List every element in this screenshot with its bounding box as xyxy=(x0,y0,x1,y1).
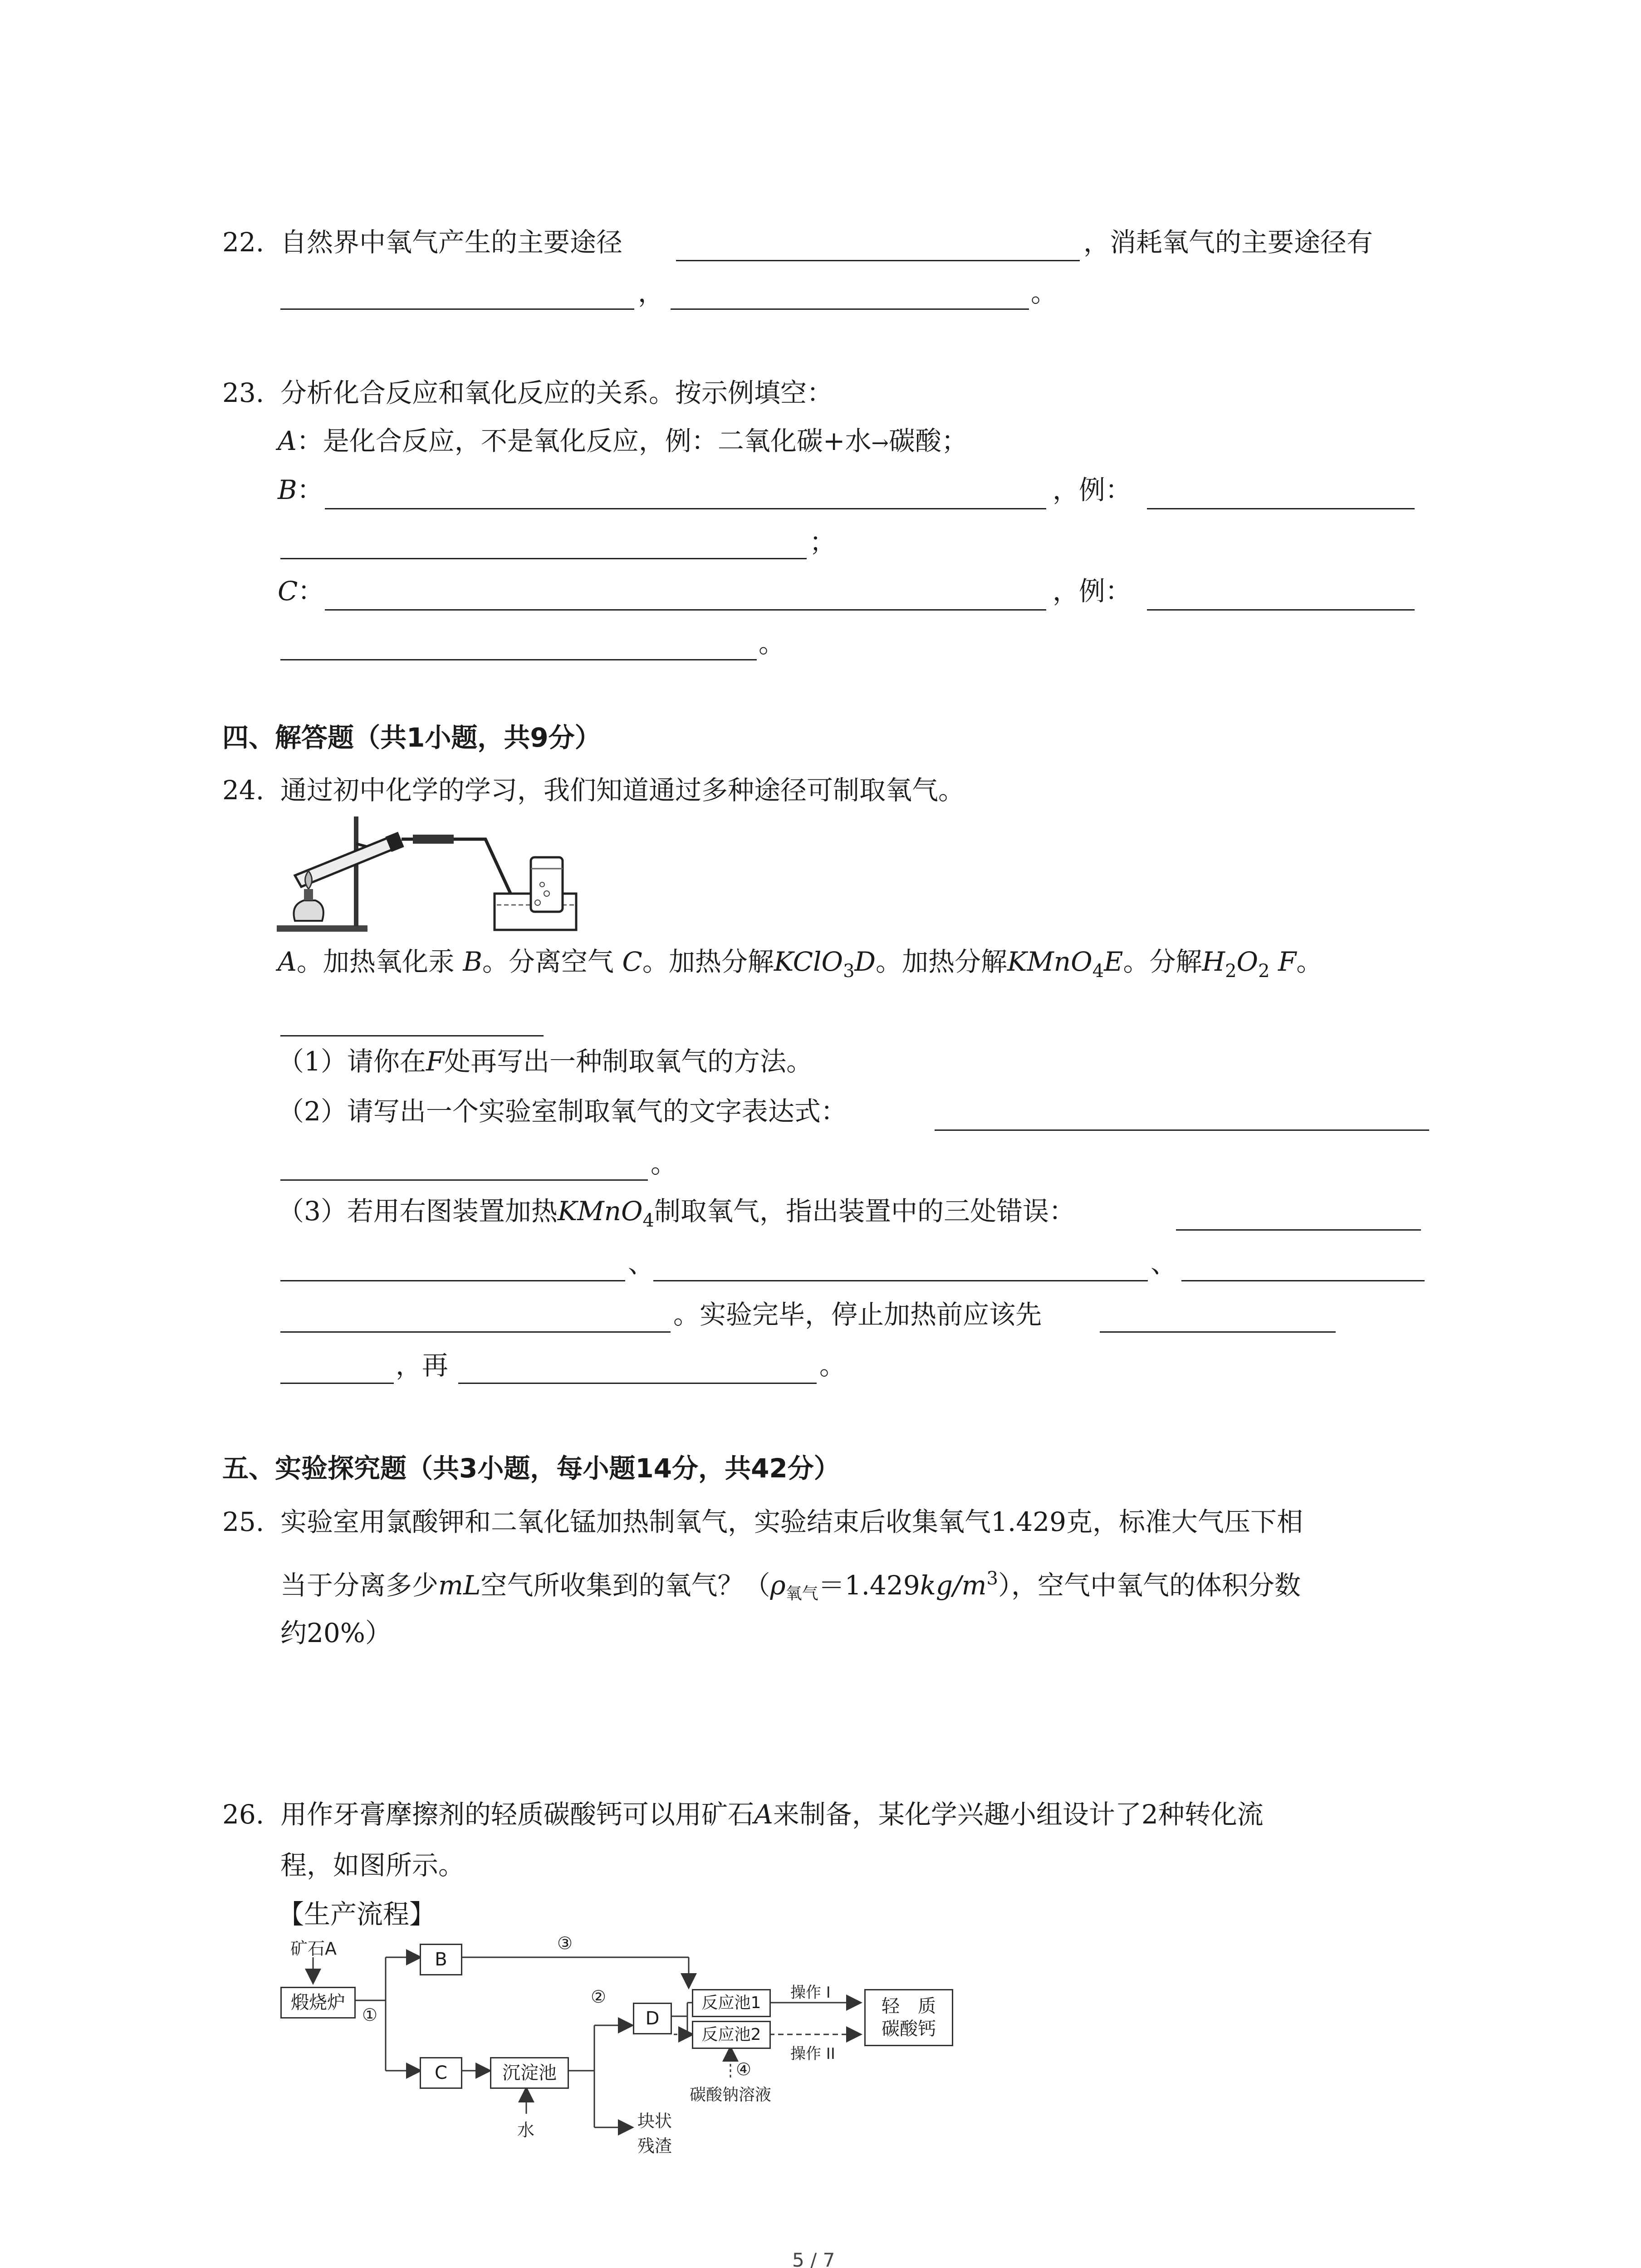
q24-sub3-then: ，再 xyxy=(396,1350,449,1381)
q23-c-blank-2[interactable] xyxy=(1147,609,1415,611)
q24-sub3-end: 。 xyxy=(819,1350,846,1381)
q24-options-line: A。加热氧化汞 B。分离空气 C。加热分解KClO$_3$D。加热分解KMnO$_4$E。分解$H_2O_2$ F。 xyxy=(278,946,1323,982)
q24-sub3-blank-7[interactable] xyxy=(280,1383,394,1384)
q26-number: 26. xyxy=(222,1799,265,1830)
q23-b-blank-1[interactable] xyxy=(325,508,1046,509)
q23-b-blank-3[interactable] xyxy=(280,558,807,559)
flow-step-3: ③ xyxy=(557,1933,573,1953)
q24-f-blank[interactable] xyxy=(280,1035,544,1036)
q25-line-1: 实验室用氯酸钾和二氧化锰加热制氧气，实验结束后收集氧气1.429克，标准大气压下相 xyxy=(280,1506,1303,1537)
q24-sub3-blank-5[interactable] xyxy=(280,1331,671,1333)
q26-line-1: 用作牙膏摩擦剂的轻质碳酸钙可以用矿石A来制备，某化学兴趣小组设计了2种转化流 xyxy=(280,1799,1264,1830)
page-number: 5 / 7 xyxy=(792,2249,835,2268)
flow-d-box: D xyxy=(633,2003,672,2034)
section-5-title: 五、实验探究题（共3小题，每小题14分，共42分） xyxy=(222,1453,840,1484)
flow-product-line-2: 碳酸钙 xyxy=(882,2019,936,2039)
flow-op-1: 操作 I xyxy=(790,1984,831,2002)
flow-op-2: 操作 II xyxy=(790,2045,835,2063)
q24-sub3-blank-2[interactable] xyxy=(280,1280,625,1281)
q22-blank-3[interactable] xyxy=(671,308,1029,310)
q23-b-blank-2[interactable] xyxy=(1147,508,1415,509)
flow-diagram-lines xyxy=(277,1937,957,2173)
q24-sub3-cont: 。实验完毕，停止加热前应该先 xyxy=(673,1299,1042,1330)
q24-sub3-blank-1[interactable] xyxy=(1176,1229,1421,1231)
flow-residue-1: 块状 xyxy=(637,2111,672,2131)
q24-sub3-dun-2: 、 xyxy=(1151,1248,1177,1279)
flow-step-1: ① xyxy=(362,2005,378,2025)
q24-sub3-blank-3[interactable] xyxy=(653,1280,1148,1281)
q22-blank-1[interactable] xyxy=(676,260,1080,261)
q23-b-semicolon: ； xyxy=(809,527,836,557)
flow-c-box: C xyxy=(420,2057,462,2089)
q24-sub3-blank-8[interactable] xyxy=(458,1383,817,1384)
q24-sub3-blank-6[interactable] xyxy=(1100,1331,1336,1333)
flow-product-box xyxy=(864,1989,953,2046)
q26-line-2: 程，如图所示。 xyxy=(280,1850,465,1881)
q22-sep: ， xyxy=(638,277,665,308)
flow-reactor-2-box: 反应池2 xyxy=(692,2021,771,2049)
q24-stem: 通过初中化学的学习，我们知道通过多种途径可制取氧气。 xyxy=(280,775,965,806)
q23-c-blank-1[interactable] xyxy=(325,609,1046,611)
flow-product-line-1: 轻 质 xyxy=(882,1996,936,2017)
q24-sub2-blank-1[interactable] xyxy=(935,1129,1429,1131)
q23-b-example: ，例： xyxy=(1053,474,1132,505)
q23-number: 23. xyxy=(222,377,265,408)
q23-c-end: 。 xyxy=(759,628,785,659)
flow-step-2: ② xyxy=(591,1987,607,2007)
q24-sub3-dun-1: 、 xyxy=(628,1248,655,1279)
flow-water: 水 xyxy=(517,2120,535,2140)
flow-furnace-box: 煅烧炉 xyxy=(280,1987,356,2019)
q24-sub3-blank-4[interactable] xyxy=(1181,1280,1425,1281)
flow-b-box: B xyxy=(420,1944,462,1975)
q24-sub2-blank-2[interactable] xyxy=(280,1179,648,1181)
flow-pool-box: 沉淀池 xyxy=(490,2057,569,2089)
flow-reactor-1-box: 反应池1 xyxy=(692,1989,771,2017)
q22-blank-2[interactable] xyxy=(280,308,634,310)
q22-text-1: 自然界中氧气产生的主要途径 xyxy=(280,227,623,258)
q22-number: 22. xyxy=(222,227,265,258)
q25-line-2: 当于分离多少mL空气所收集到的氧气？（ρ氧气$=1.429kg/m^3$），空气中氧气的体积分数 xyxy=(280,1568,1301,1603)
q26-heading: 【生产流程】 xyxy=(278,1899,436,1930)
oxygen-apparatus-figure xyxy=(277,807,585,943)
q24-sub2-end: 。 xyxy=(651,1148,677,1179)
q24-sub1: （1）请你在F处再写出一种制取氧气的方法。 xyxy=(278,1046,813,1077)
q22-end: 。 xyxy=(1031,277,1058,308)
q22-text-2: ，消耗氧气的主要途径有 xyxy=(1083,227,1373,258)
q23-line-b-label: B： xyxy=(278,474,323,505)
q23-line-c-label: C： xyxy=(278,576,324,606)
q24-sub2: （2）请写出一个实验室制取氧气的文字表达式： xyxy=(278,1096,847,1127)
flow-residue-2: 残渣 xyxy=(637,2136,672,2156)
q23-c-example: ，例： xyxy=(1053,576,1132,606)
flow-na2co3: 碳酸钠溶液 xyxy=(690,2086,772,2104)
q25-number: 25. xyxy=(222,1506,265,1537)
q23-line-a: A：是化合反应，不是氧化反应，例：二氧化碳+水→碳酸； xyxy=(278,425,968,456)
q24-number: 24. xyxy=(222,775,265,806)
q23-c-blank-3[interactable] xyxy=(280,659,757,660)
q25-line-3: 约20%） xyxy=(280,1618,392,1648)
q24-sub3: （3）若用右图装置加热KMnO$_4$制取氧气，指出装置中的三处错误： xyxy=(278,1196,1075,1231)
flow-ore: 矿石A xyxy=(290,1939,337,1959)
section-4-title: 四、解答题（共1小题，共9分） xyxy=(222,722,601,753)
flow-step-4: ④ xyxy=(736,2059,752,2079)
q23-stem: 分析化合反应和氧化反应的关系。按示例填空： xyxy=(280,377,833,408)
